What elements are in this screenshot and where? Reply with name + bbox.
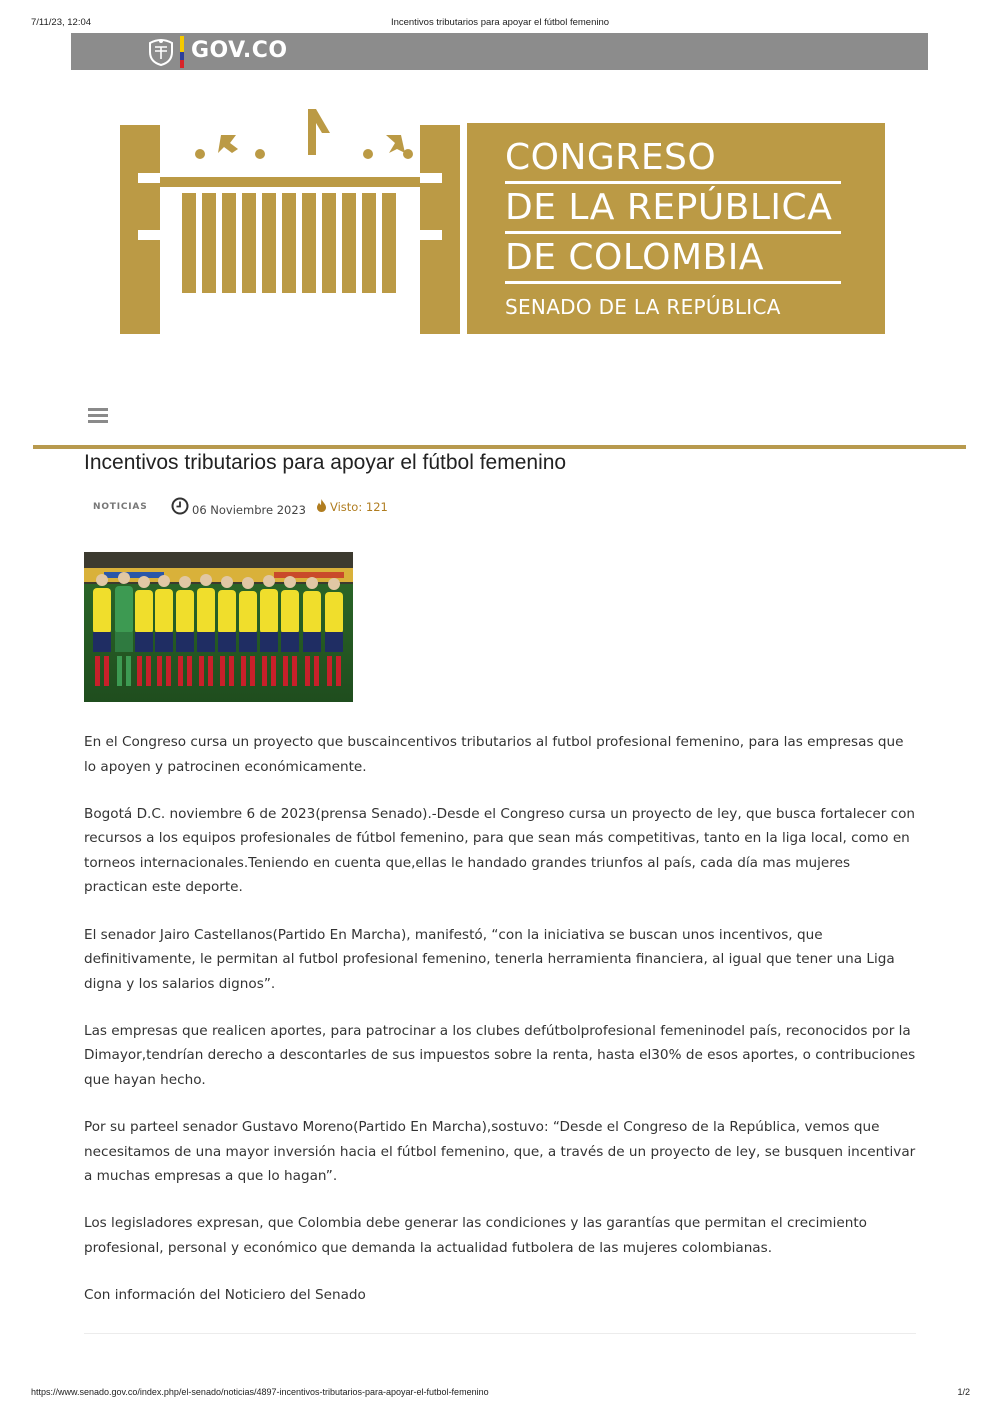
article-body: [84, 730, 916, 1330]
header-divider: [33, 445, 966, 449]
paragraph: Bogotá D.C. noviembre 6 de 2023(prensa Senado).-Desde el Congreso cursa un proyecto de ley, que busca fortalecer con recursos a los equipos profesionales de fútbol femenino, para que sean más competitivas, tanto en la liga local, como en torneos internacionales.Teniendo en cuenta que,ellas le handado grandes triunfos al país, cada día mas mujeres practican este deporte.: [84, 805, 916, 896]
paragraph: Con información del Noticiero del Senado: [84, 1287, 366, 1304]
paragraph: Los legisladores expresan, que Colombia debe generar las condiciones y las garantías que permitan el crecimiento profesional, personal y económico que demanda la actualidad futbolera de las mujeres colombianas.: [84, 1215, 868, 1256]
print-header: [0, 14, 1000, 30]
article-end-divider: [84, 1333, 916, 1334]
hits-count: Visto: 121: [330, 500, 388, 514]
logo-text-box: [467, 123, 885, 334]
gov-co-bar: [71, 33, 928, 70]
fire-icon: [316, 499, 327, 512]
article-meta: [0, 496, 1000, 520]
gov-co-link[interactable]: GOV.CO: [191, 38, 288, 63]
published-date: 06 Noviembre 2023: [192, 503, 306, 517]
senado-logo[interactable]: [118, 105, 888, 337]
colombia-shield-icon: [147, 37, 175, 66]
colombia-flag-stripe: [180, 36, 184, 68]
clock-icon: [171, 497, 189, 515]
paragraph: Por su parteel senador Gustavo Moreno(Partido En Marcha),sostuvo: “Desde el Congreso de la República, vemos que necesitamos de una mayor inversión hacia el fútbol femenino, que, a través de un proyecto de ley, se busquen incentivar a muchas empresas a que lo hagan”.: [84, 1119, 916, 1185]
paragraph: Las empresas que realicen aportes, para patrocinar a los clubes defútbolprofesional femeninodel país, reconocidos por la Dimayor,tendrían derecho a descontarles de sus impuestos sobre la renta, hasta el30% de esos aportes, o contribuciones que hayan hecho.: [84, 1022, 916, 1089]
print-datetime: 7/11/23, 12:04: [31, 17, 92, 28]
article-title: Incentivos tributarios para apoyar el fútbol femenino: [84, 451, 567, 474]
paragraph: El senador Jairo Castellanos(Partido En Marcha), manifestó, “con la iniciativa se buscan unos incentivos, que definitivamente, le permitan al futbol profesional femenino, tenerla herramienta financiera, al igual que tener una Liga digna y los salarios dignos”.: [84, 926, 895, 992]
article-image: [84, 552, 353, 702]
logo-line-1: CONGRESO: [505, 137, 717, 178]
logo-line-2: DE LA REPÚBLICA: [505, 187, 833, 228]
page-url: https://www.senado.gov.co/index.php/el-senado/noticias/4897-incentivos-tributarios-para-apoyar-el-futbol-femenino: [31, 1387, 489, 1397]
page-number: 1/2: [957, 1387, 970, 1397]
hamburger-menu-icon[interactable]: [88, 408, 108, 426]
paragraph: En el Congreso cursa un proyecto que buscaincentivos tributarios al futbol profesional femenino, para las empresas que lo apoyen y patrocinen económicamente.: [84, 734, 904, 775]
logo-line-4: SENADO DE LA REPÚBLICA: [505, 295, 781, 319]
print-footer: [0, 1387, 1000, 1401]
category-link[interactable]: NOTICIAS: [93, 502, 148, 512]
capitol-building-icon: [118, 105, 463, 337]
logo-line-3: DE COLOMBIA: [505, 237, 764, 278]
print-doc-title: Incentivos tributarios para apoyar el fútbol femenino: [390, 17, 610, 28]
